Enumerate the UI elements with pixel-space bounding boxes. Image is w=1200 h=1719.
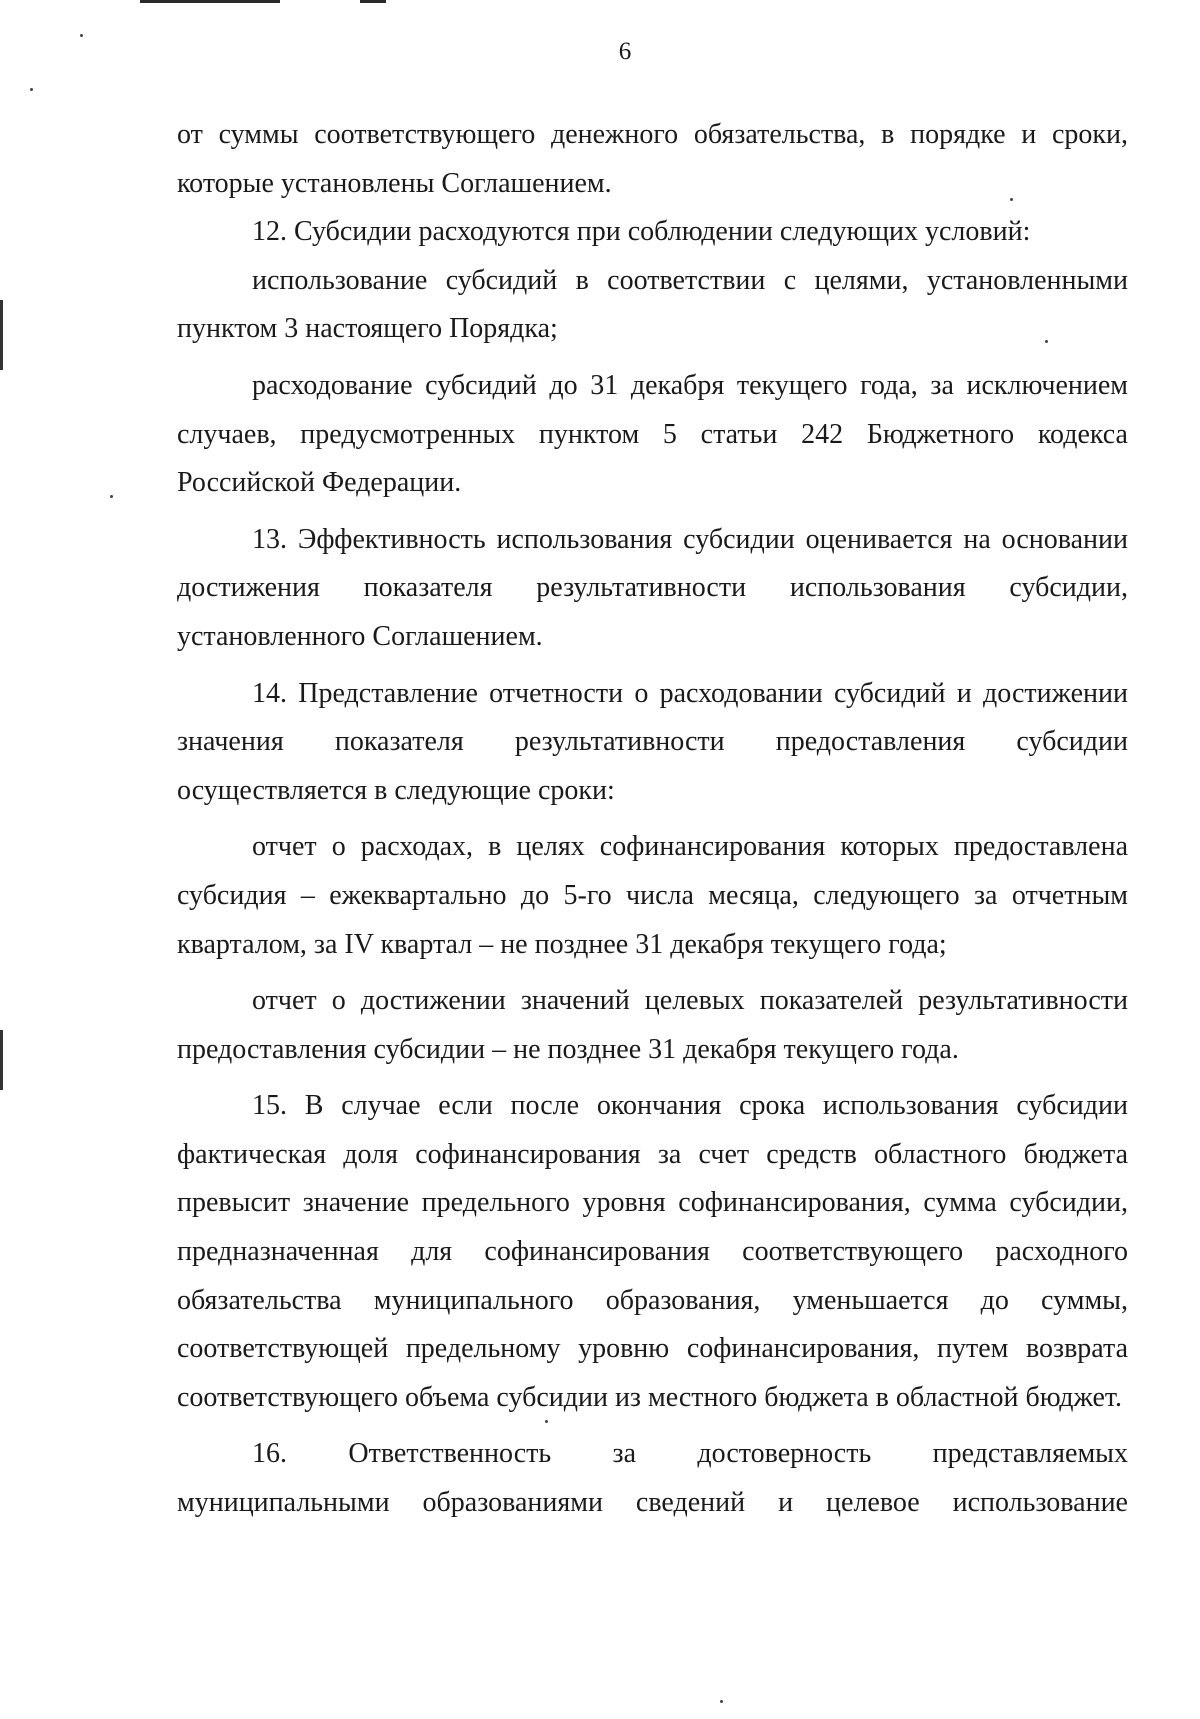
paragraph-condition-usage: использование субсидий в соответствии с целями, установленными пунктом 3 настоящего Порядка; [177, 264, 1128, 345]
paragraph-condition-deadline: расходование субсидий до 31 декабря текущего года, за исключением случаев, предусмотренных пунктом 5 статьи 242 Бюджетного кодекса Российской Федерации. [177, 369, 1128, 499]
scan-speck [80, 34, 83, 37]
paragraph-item-13: 13. Эффективность использования субсидии оценивается на основании достижения показателя результативности использования субсидии, установленного Соглашением. [177, 523, 1128, 652]
paragraph-expense-report: отчет о расходах, в целях софинансирования которых предоставлена субсидия – ежеквартально до 5-го числа месяца, следующего за отчетным кварталом, за IV квартал – не позднее 31 декабря текущего года; [177, 831, 1128, 960]
scan-artifact-edge [0, 1030, 3, 1090]
paragraph-item-16: 16. Ответственность за достоверность представляемых муниципальными образованиями сведений и целевое использование [177, 1438, 1128, 1519]
paragraph-item-12: 12. Субсидии расходуются при соблюдении следующих условий: [252, 216, 1031, 248]
scan-speck [720, 1700, 723, 1703]
paragraph-item-14: 14. Представление отчетности о расходовании субсидий и достижении значения показателя результативности предоставления субсидии осуществляется в следующие сроки: [177, 677, 1128, 806]
document-body [177, 111, 1128, 1528]
paragraph-item-15: 15. В случае если после окончания срока использования субсидии фактическая доля софинансирования за счет средств областного бюджета превысит значение предельного уровня софинансирования, сумма субсидии, предназначенная для софинансирования соответствующего расходного обязательства муниципального образования, уменьшается до суммы, соответствующей предельному уровню софинансирования, путем возврата соответствующего объема субсидии из местного бюджета в областной бюджет. [177, 1090, 1128, 1413]
scan-artifact-line [360, 0, 386, 3]
paragraph-results-report: отчет о достижении значений целевых показателей результативности предоставления субсидии – не позднее 31 декабря текущего года. [177, 985, 1128, 1065]
scan-speck [30, 88, 33, 91]
paragraph-continuation: от суммы соответствующего денежного обязательства, в порядке и сроки, которые установлены Соглашением. [177, 119, 1128, 199]
page-number: 6 [618, 38, 632, 65]
scan-artifact-line [140, 0, 280, 3]
scan-speck [110, 495, 113, 498]
scan-artifact-edge [0, 300, 3, 370]
